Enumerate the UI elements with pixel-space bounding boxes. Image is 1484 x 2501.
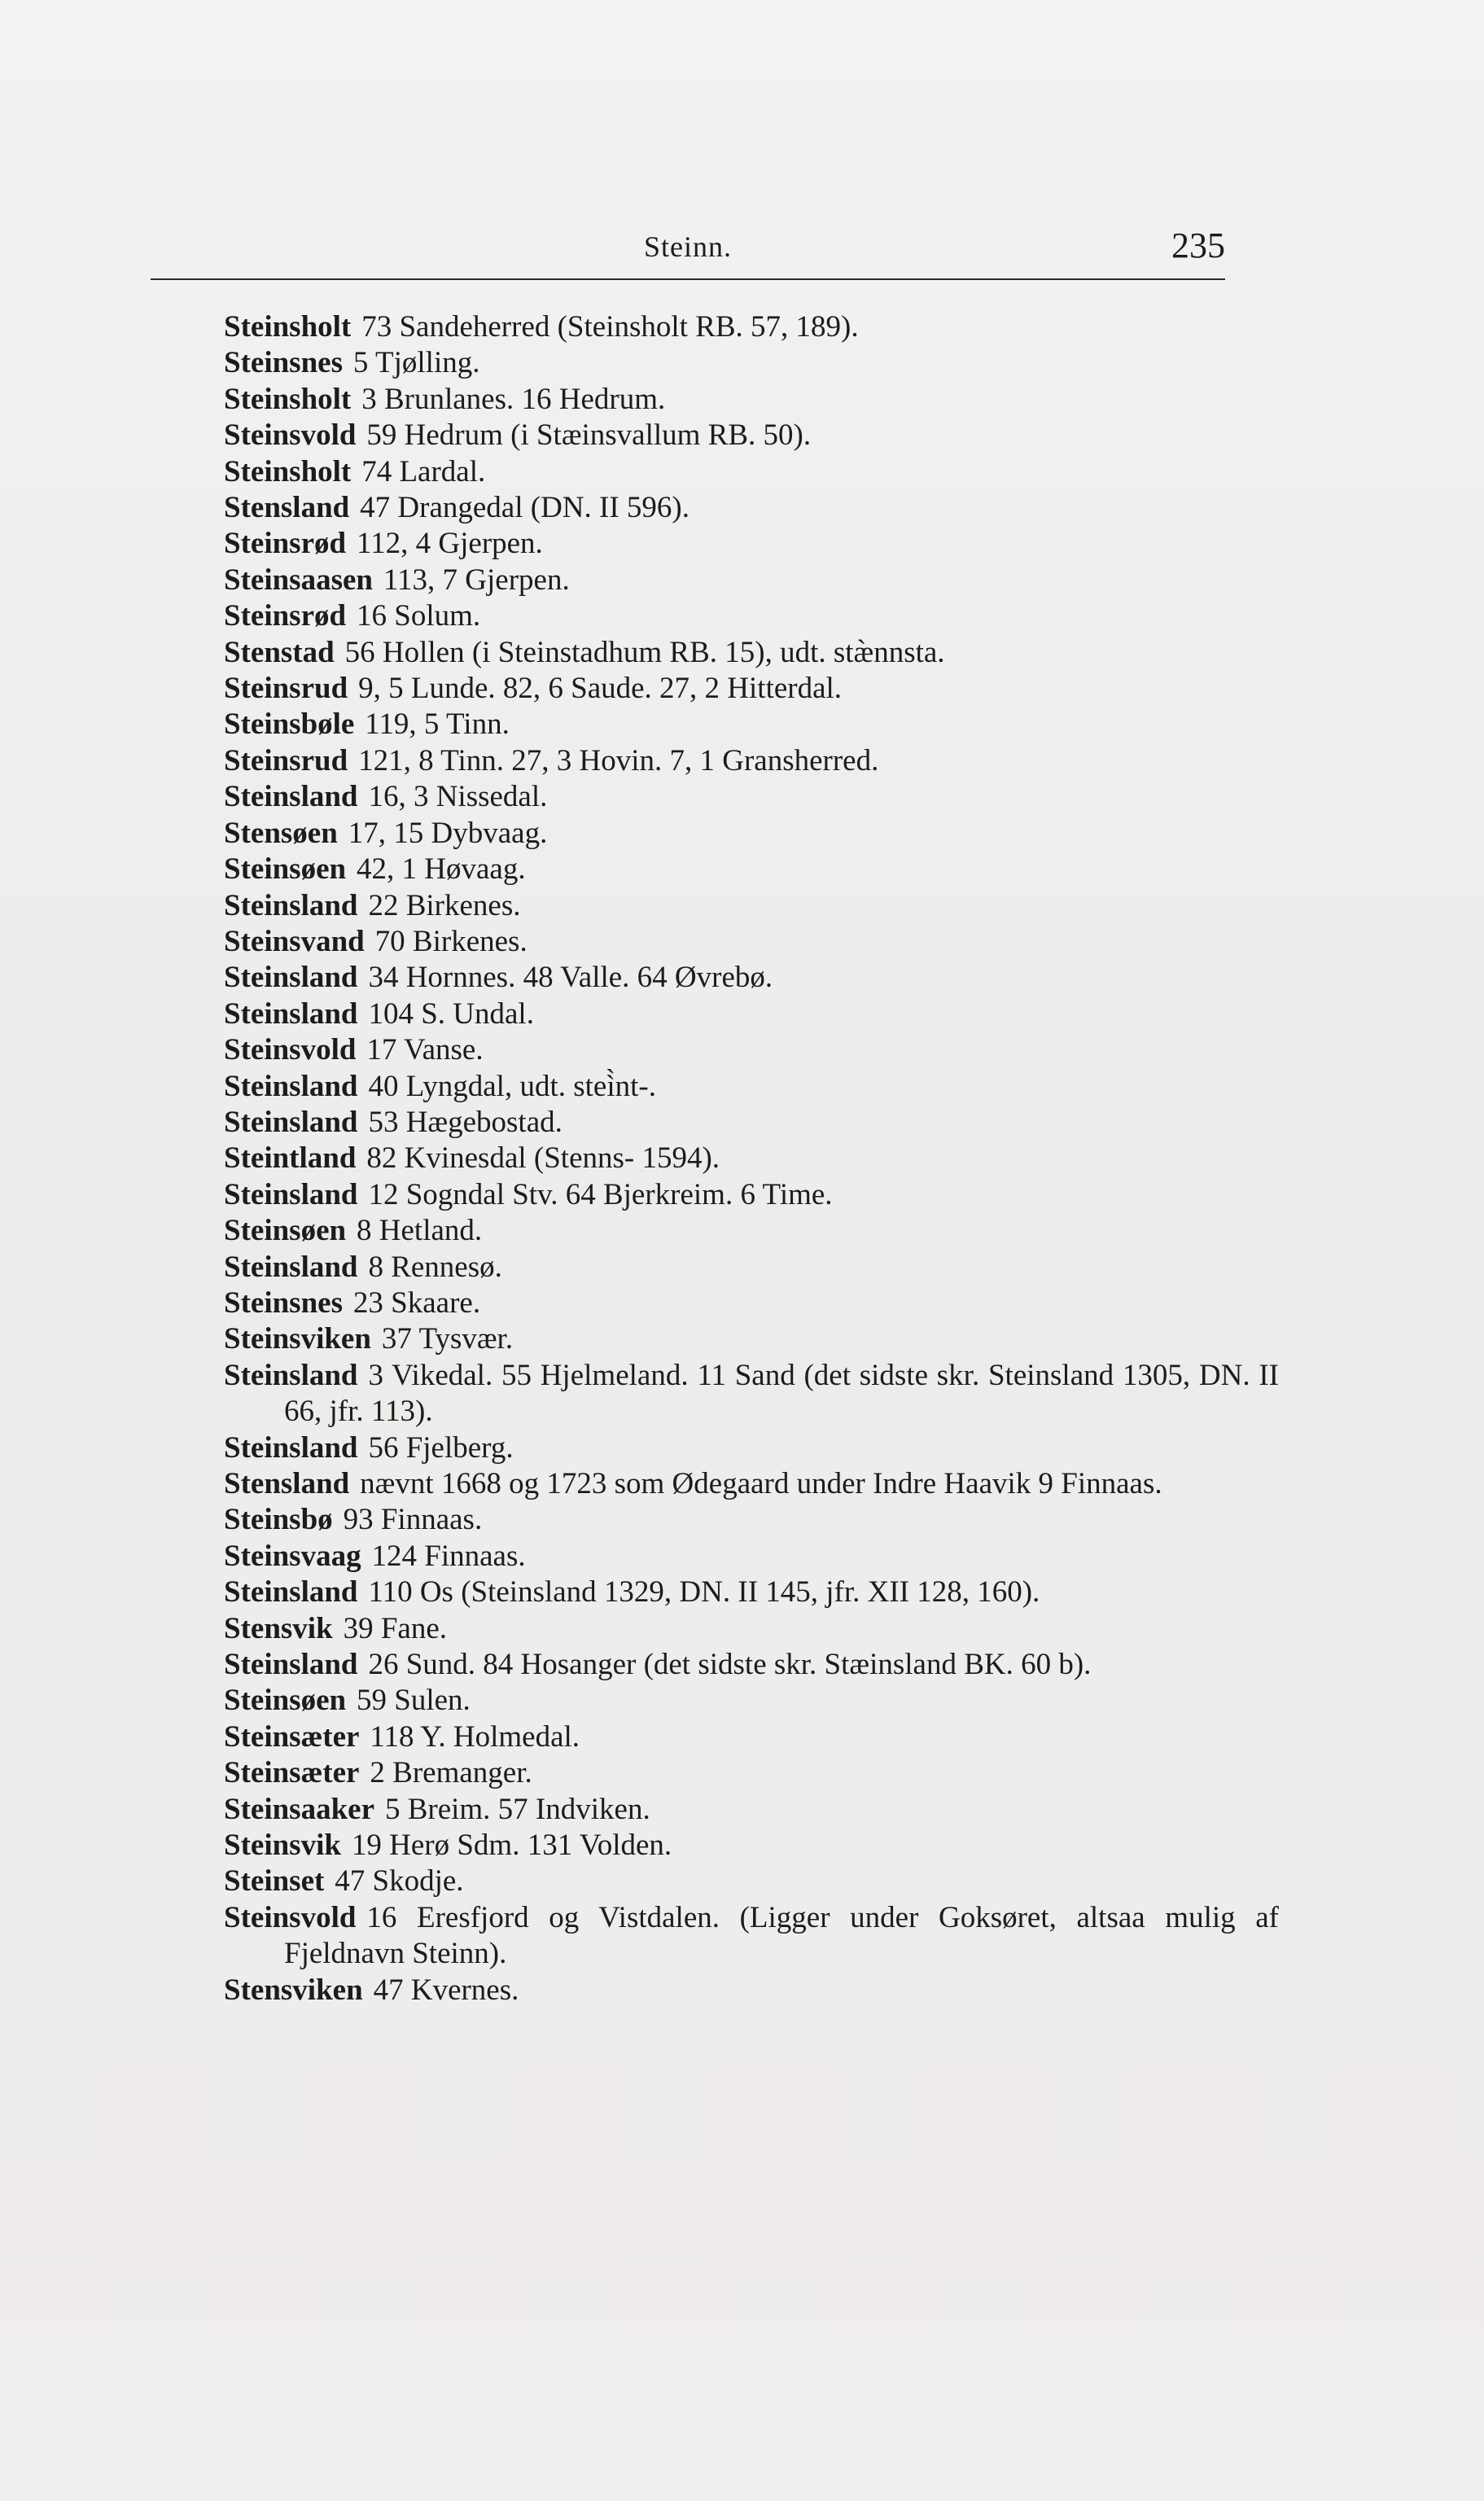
- entry-headword: Steinsland: [224, 1575, 358, 1610]
- entry-text: 23 Skaare.: [352, 1286, 481, 1320]
- entry-headword: Steinsrud: [224, 672, 348, 706]
- list-item: [224, 309, 1250, 345]
- page-header: [151, 225, 1225, 274]
- entry-headword: Steinsæter: [224, 1719, 360, 1754]
- entry-text: 16, 3 Nissedal.: [368, 780, 548, 814]
- entry-headword: Steinsland: [224, 1069, 358, 1103]
- entry-text: 8 Rennesø.: [368, 1250, 502, 1284]
- entry-headword: Steinsvaag: [224, 1539, 361, 1573]
- entry-headword: Steinsland: [224, 1430, 358, 1465]
- entry-text: 16 Solum.: [357, 599, 481, 633]
- list-item: [224, 1250, 1250, 1286]
- list-item: [224, 1321, 1250, 1357]
- entry-headword: Steinsland: [224, 961, 358, 995]
- list-item: [224, 1539, 1250, 1575]
- list-item: [224, 743, 1250, 779]
- entry-headword: Steinsaaker: [224, 1792, 374, 1826]
- entry-text: 17 Vanse.: [366, 1033, 484, 1067]
- entry-headword: Steinsrød: [224, 599, 347, 633]
- entry-text: nævnt 1668 og 1723 som Ødegaard under Indre Haavik 9 Finnaas.: [360, 1467, 1162, 1500]
- entry-text: 16 Eresfjord og Vistdalen. (Ligger under Goksøret, altsaa mulig af Fjeldnavn Steinn).: [284, 1900, 1279, 1971]
- entry-text: 5 Breim. 57 Indviken.: [384, 1792, 650, 1826]
- entry-text: 47 Skodje.: [335, 1864, 464, 1899]
- entry-text: 37 Tysvær.: [381, 1322, 514, 1356]
- entry-text: 70 Birkenes.: [374, 924, 527, 958]
- page-number: 235: [1171, 226, 1225, 265]
- list-item: [224, 960, 1250, 996]
- entry-headword: Steinsnes: [224, 1286, 343, 1320]
- entry-headword: Steinsvold: [224, 1033, 357, 1067]
- entry-text: 118 Y. Holmedal.: [370, 1719, 580, 1754]
- entry-headword: Stensland: [224, 491, 350, 525]
- header-rule: [151, 278, 1225, 280]
- list-item: [224, 1900, 1279, 1973]
- entry-text: 5 Tjølling.: [352, 346, 480, 380]
- entry-headword: Steinsøen: [224, 852, 347, 887]
- entry-headword: Steinsland: [224, 1648, 358, 1682]
- entry-headword: Steinsrød: [224, 527, 347, 561]
- list-item: [224, 852, 1250, 887]
- entry-headword: Steinsvand: [224, 924, 365, 958]
- entry-text: 124 Finnaas.: [371, 1539, 526, 1573]
- entry-headword: Steinsæter: [224, 1756, 360, 1790]
- list-item: [224, 1683, 1250, 1719]
- entry-headword: Steinsland: [224, 1358, 358, 1392]
- entry-headword: Steinsviken: [224, 1322, 371, 1356]
- list-item: [224, 1864, 1250, 1899]
- list-item: [224, 707, 1250, 742]
- list-item: [224, 563, 1250, 598]
- entry-headword: Steinsholt: [224, 382, 352, 416]
- entry-text: 26 Sund. 84 Hosanger (det sidste skr. Stæinsland BK. 60 b).: [368, 1648, 1092, 1682]
- list-item: [224, 1502, 1250, 1538]
- list-item: [224, 1069, 1250, 1105]
- entry-text: 42, 1 Høvaag.: [357, 852, 526, 887]
- entry-text: 59 Sulen.: [357, 1684, 471, 1718]
- list-item: [224, 1430, 1250, 1466]
- entry-text: 121, 8 Tinn. 27, 3 Hovin. 7, 1 Gransherred.: [358, 743, 879, 777]
- entry-headword: Steinsland: [224, 1177, 358, 1211]
- entry-text: 22 Birkenes.: [368, 888, 521, 922]
- entry-text: 12 Sogndal Stv. 64 Bjerkreim. 6 Time.: [368, 1177, 833, 1211]
- list-item: [224, 526, 1250, 562]
- entry-headword: Steinsvold: [224, 1900, 357, 1934]
- entry-text: 9, 5 Lunde. 82, 6 Saude. 27, 2 Hitterdal.: [358, 672, 843, 706]
- list-item: [224, 1032, 1250, 1068]
- list-item: [224, 924, 1250, 960]
- list-item: [224, 1611, 1250, 1647]
- list-item: [224, 418, 1250, 453]
- list-item: [224, 1177, 1250, 1213]
- list-item: [224, 1828, 1250, 1864]
- list-item: [224, 1755, 1250, 1791]
- entry-headword: Stensvik: [224, 1611, 333, 1645]
- list-item: [224, 1141, 1250, 1176]
- list-item: [224, 1286, 1250, 1321]
- entry-headword: Steinsland: [224, 780, 358, 814]
- entry-text: 53 Hægebostad.: [368, 1105, 563, 1139]
- list-item: [224, 1575, 1279, 1610]
- list-item: [224, 345, 1250, 381]
- entry-headword: Stenstad: [224, 635, 335, 669]
- list-item: [224, 635, 1250, 671]
- entry-headword: Steinsland: [224, 996, 358, 1031]
- entry-text: 39 Fane.: [343, 1611, 448, 1645]
- list-item: [224, 598, 1250, 634]
- list-item: [224, 996, 1250, 1032]
- list-item: [224, 1719, 1250, 1755]
- place-name-list: [224, 309, 1279, 2008]
- list-item: [224, 1213, 1250, 1249]
- list-item: [224, 888, 1250, 924]
- entry-headword: Steinset: [224, 1864, 325, 1899]
- entry-headword: Steinsvold: [224, 418, 357, 453]
- entry-text: 3 Brunlanes. 16 Hedrum.: [361, 382, 666, 416]
- list-item: [224, 779, 1250, 815]
- entry-text: 74 Lardal.: [361, 454, 486, 488]
- entry-text: 3 Vikedal. 55 Hjelmeland. 11 Sand (det sidste skr. Steinsland 1305, DN. II 66, jfr. 113).: [284, 1358, 1279, 1429]
- entry-text: 119, 5 Tinn.: [365, 707, 510, 742]
- entry-headword: Stensviken: [224, 1973, 363, 2007]
- entry-headword: Steinsbøle: [224, 707, 355, 742]
- list-item: [224, 1358, 1279, 1430]
- list-item: [224, 1973, 1250, 2008]
- entry-text: 112, 4 Gjerpen.: [357, 527, 543, 561]
- entry-text: 93 Finnaas.: [343, 1503, 483, 1537]
- entry-headword: Stensland: [224, 1467, 350, 1500]
- entry-text: 113, 7 Gjerpen.: [383, 563, 570, 597]
- entry-headword: Steinsvik: [224, 1829, 341, 1863]
- entry-headword: Steinsaasen: [224, 563, 373, 597]
- list-item: [224, 816, 1250, 852]
- entry-text: 56 Fjelberg.: [368, 1430, 514, 1465]
- entry-headword: Steinsbø: [224, 1503, 333, 1537]
- running-head: Steinn.: [643, 230, 732, 263]
- list-item: [224, 382, 1250, 418]
- entry-headword: Steinsland: [224, 1250, 358, 1284]
- list-item: [224, 490, 1250, 526]
- entry-headword: Steinsrud: [224, 743, 348, 777]
- entry-text: 104 S. Undal.: [368, 996, 534, 1031]
- list-item: [224, 1647, 1279, 1683]
- entry-headword: Steinsøen: [224, 1684, 347, 1718]
- entry-headword: Steinsholt: [224, 454, 352, 488]
- entry-text: 47 Kvernes.: [373, 1973, 519, 2007]
- entry-text: 19 Herø Sdm. 131 Volden.: [351, 1829, 672, 1863]
- entry-text: 2 Bremanger.: [370, 1756, 532, 1790]
- entry-text: 82 Kvinesdal (Stenns- 1594).: [366, 1141, 720, 1176]
- list-item: [224, 1466, 1279, 1502]
- entry-text: 59 Hedrum (i Stæinsvallum RB. 50).: [366, 418, 812, 453]
- entry-headword: Steinsnes: [224, 346, 343, 380]
- list-item: [224, 1792, 1250, 1828]
- entry-text: 17, 15 Dybvaag.: [348, 816, 548, 850]
- entry-text: 47 Drangedal (DN. II 596).: [360, 491, 689, 525]
- list-item: [224, 454, 1250, 490]
- entry-text: 34 Hornnes. 48 Valle. 64 Øvrebø.: [368, 961, 773, 995]
- entry-headword: Steinsholt: [224, 310, 352, 344]
- entry-headword: Stensøen: [224, 816, 338, 850]
- entry-text: 8 Hetland.: [357, 1214, 483, 1248]
- entry-text: 56 Hollen (i Steinstadhum RB. 15), udt. stæ̀nnsta.: [344, 635, 945, 669]
- entry-text: 110 Os (Steinsland 1329, DN. II 145, jfr. XII 128, 160).: [368, 1575, 1040, 1610]
- entry-text: 40 Lyngdal, udt. steì̀nt-.: [368, 1069, 656, 1103]
- entry-headword: Steinsøen: [224, 1214, 347, 1248]
- entry-headword: Steinsland: [224, 1105, 358, 1139]
- list-item: [224, 671, 1250, 707]
- entry-text: 73 Sandeherred (Steinsholt RB. 57, 189).: [361, 310, 859, 344]
- entry-headword: Steintland: [224, 1141, 357, 1176]
- entry-headword: Steinsland: [224, 888, 358, 922]
- list-item: [224, 1105, 1250, 1141]
